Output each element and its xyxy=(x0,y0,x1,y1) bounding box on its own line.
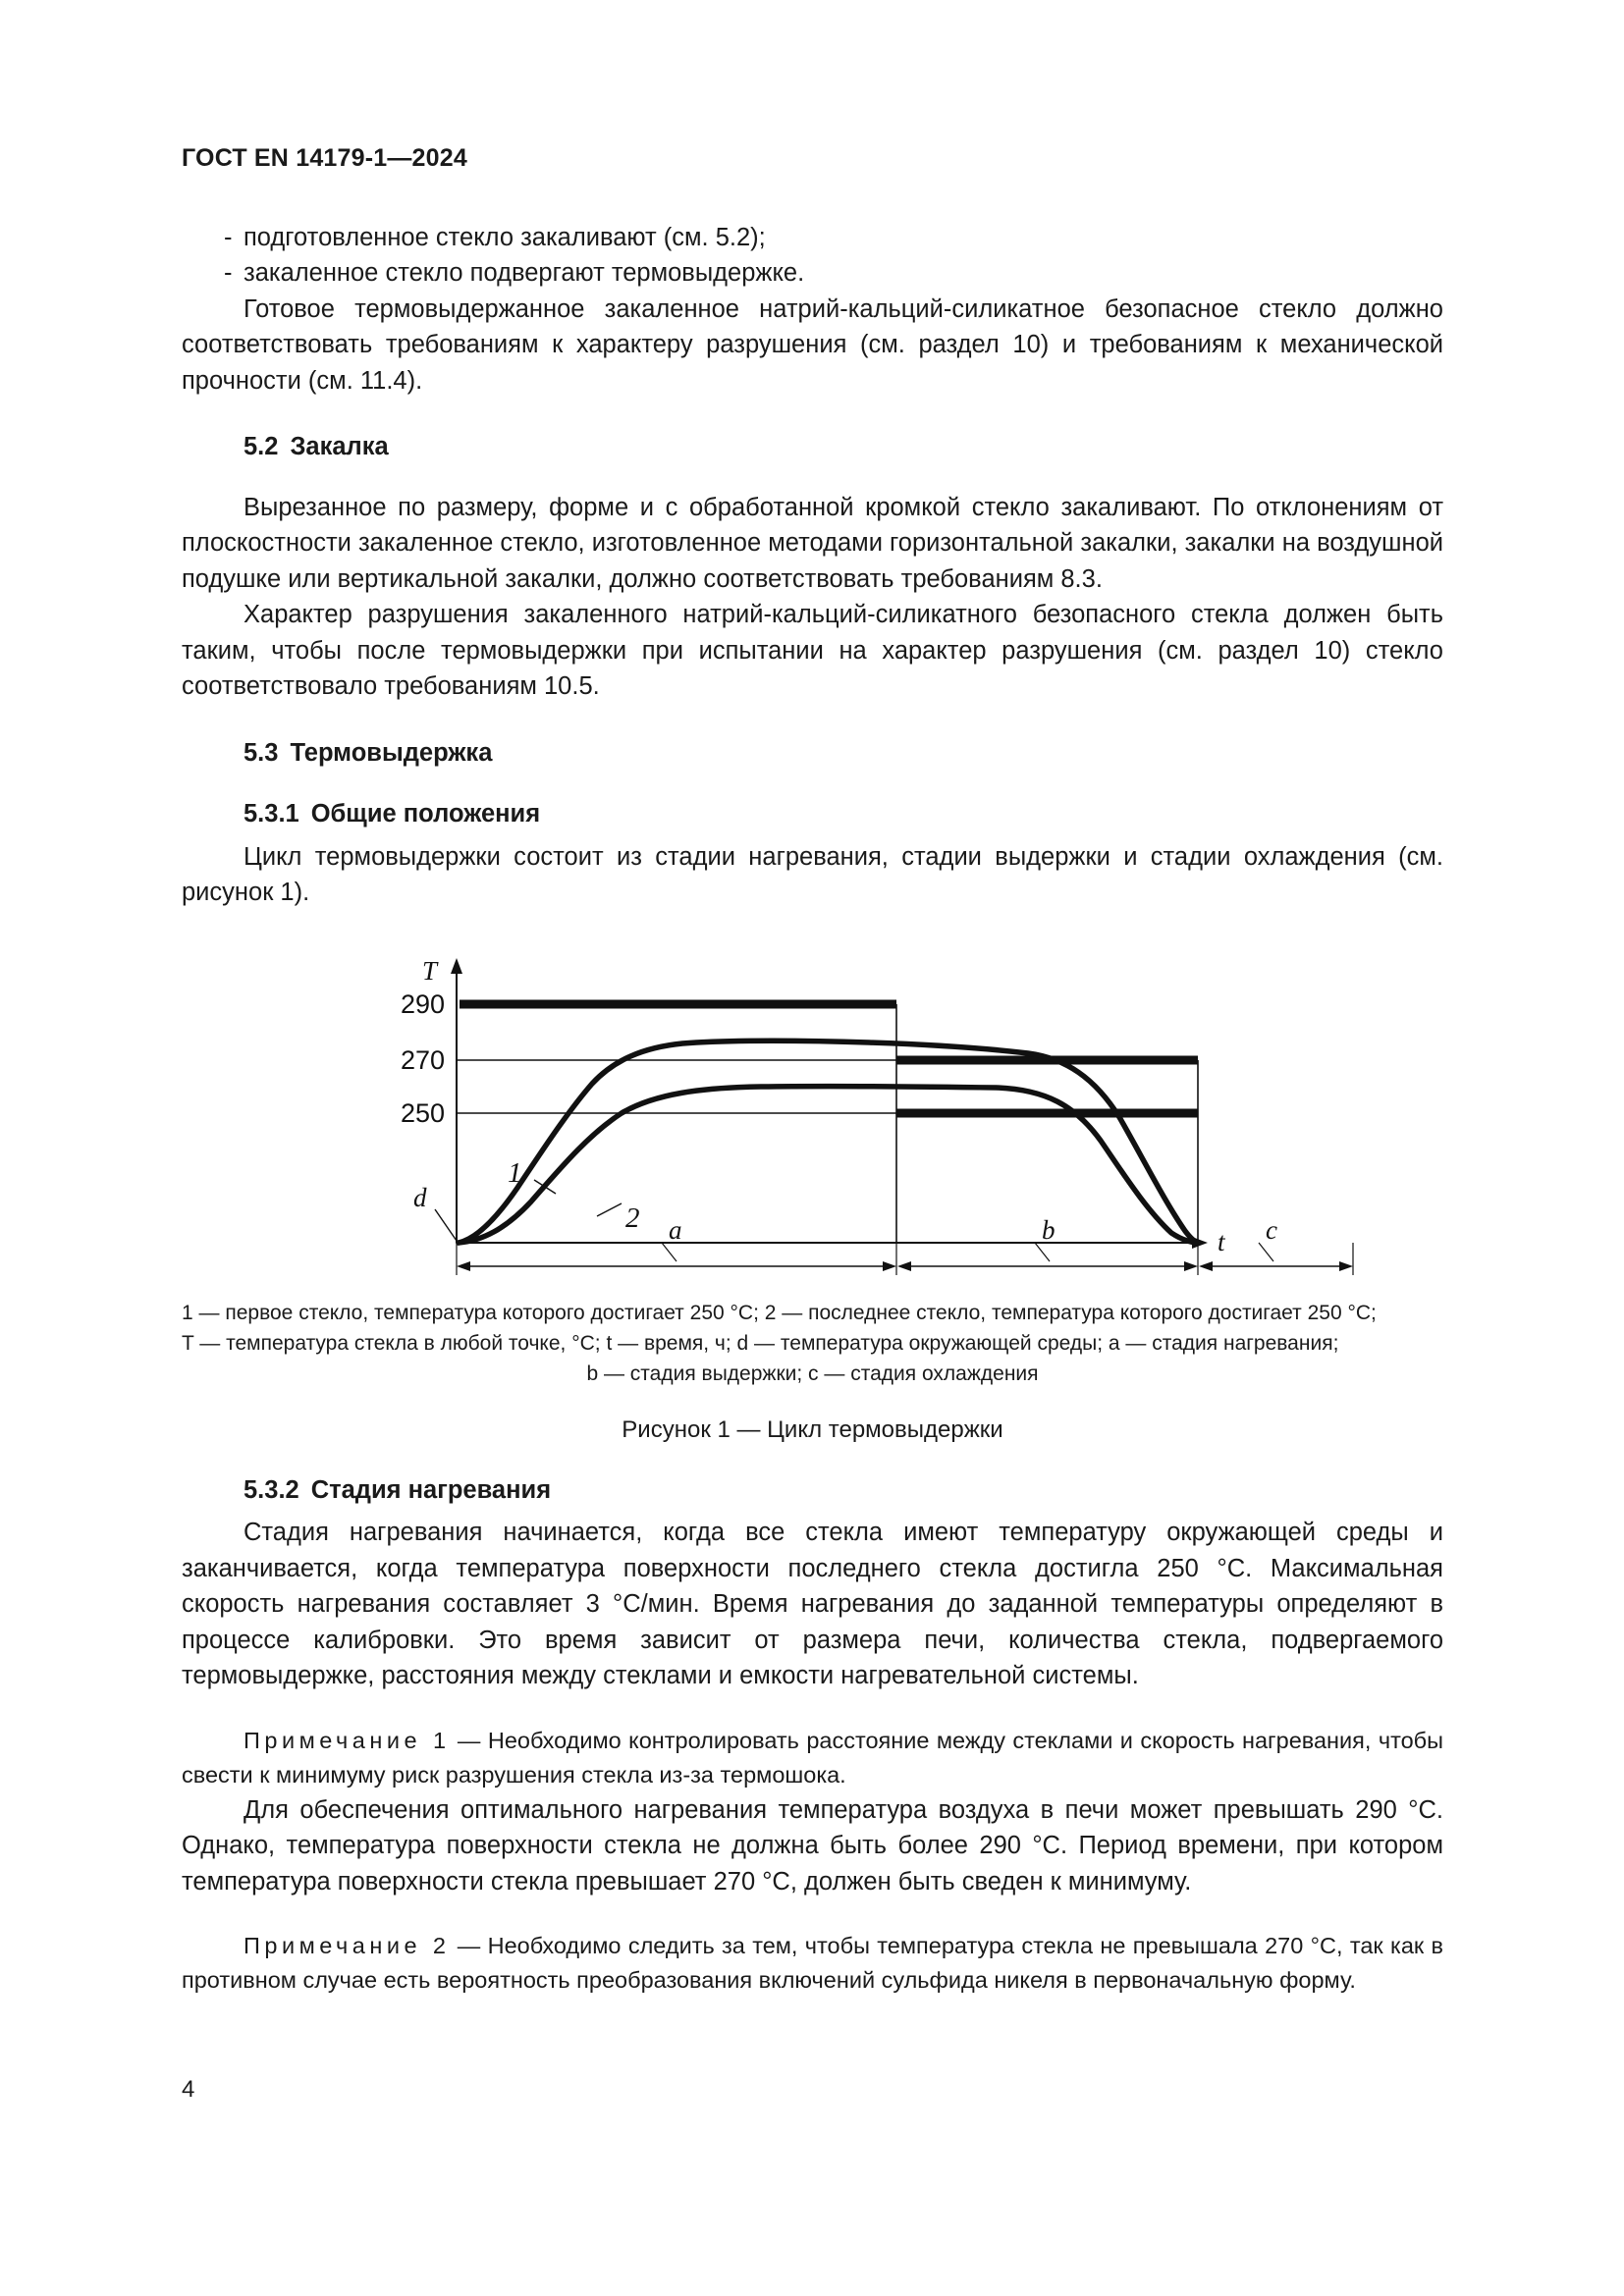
figure-1-legend xyxy=(182,1298,1443,1389)
stage-b-arrow-right xyxy=(1184,1261,1198,1271)
clause-5-2-paragraph-2: Характер разрушения закаленного натрий-кальций-силикатного безопасного стекла должен быть таким, чтобы после термовыдержки при испытании на характер разрушения (см. раздел 10) стекло соответствовало требованиям 10.5. xyxy=(182,601,1443,701)
clause-5-3-1-paragraph: Цикл термовыдержки состоит из стадии нагревания, стадии выдержки и стадии охлаждения (см. рисунок 1). xyxy=(182,842,1443,907)
note-2 xyxy=(182,1929,1443,1998)
figure-legend-line-3: b — стадия выдержки; c — стадия охлаждения xyxy=(586,1362,1039,1385)
clause-title: Стадия нагревания xyxy=(310,1475,552,1504)
note-1 xyxy=(182,1724,1443,1792)
curve-2-label: 2 xyxy=(625,1201,640,1234)
page-content xyxy=(182,0,1443,1998)
intro-block xyxy=(182,220,1443,400)
curve-1-label: 1 xyxy=(508,1156,522,1189)
list-item xyxy=(182,255,1443,292)
ambient-leader xyxy=(435,1209,457,1241)
clause-heading-5-3 xyxy=(182,738,1443,769)
stage-a-leader xyxy=(662,1243,677,1261)
figure-1 xyxy=(182,956,1443,1444)
note-1-label: Примечание 1 xyxy=(244,1727,451,1753)
clause-number: 5.3.2 xyxy=(244,1475,299,1504)
stage-c-leader xyxy=(1259,1243,1273,1261)
list-dash: - xyxy=(224,259,233,287)
y-tick-label-250: 250 xyxy=(400,1097,445,1128)
intro-paragraph: Готовое термовыдержанное закаленное натрий-кальций-силикатное безопасное стекло должно соответствовать требованиям к характеру разрушения (см. раздел 10) и требованиям к механической прочности (см. 11.4). xyxy=(182,294,1443,395)
intro-bullet-list xyxy=(182,220,1443,292)
stage-a-arrow-left xyxy=(457,1261,470,1271)
stage-c-arrow-right xyxy=(1339,1261,1353,1271)
stage-b-label: b xyxy=(1042,1214,1056,1245)
curve-1-first-glass xyxy=(459,1041,1198,1243)
thermal-soak-cycle-chart xyxy=(182,956,1443,1280)
note-1-text: — Необходимо контролировать расстояние между стеклами и скорость нагревания, чтобы свести к минимуму риск разрушения стекла из-за термошока. xyxy=(182,1727,1443,1788)
clause-title: Закалка xyxy=(290,433,389,460)
clause-title: Термовыдержка xyxy=(290,738,493,767)
clause-5-2-paragraph-1: Вырезанное по размеру, форме и с обработанной кромкой стекло закаливают. По отклонениям от плоскостности закаленное стекло, изготовленное методами горизонтальной закалки, закалки на воздушной подушке или вертикальной закалки, должно соответствовать требованиям 8.3. xyxy=(182,493,1443,593)
clause-number: 5.2 xyxy=(244,433,279,460)
clause-5-3-2-paragraph-2: Для обеспечения оптимального нагревания температура воздуха в печи может превышать 290 °С. Однако, температура поверхности стекла не должна быть более 290 °С. Период времени, при котором температура поверхности стекла превышает 270 °С, должен быть сведен к минимуму. xyxy=(182,1795,1443,1896)
page-number: 4 xyxy=(182,2076,195,2103)
x-axis-symbol-t: t xyxy=(1218,1226,1225,1256)
stage-b-leader xyxy=(1035,1243,1050,1261)
y-axis-arrowhead xyxy=(451,958,462,974)
clause-5-3-2-paragraph-1: Стадия нагревания начинается, когда все стекла имеют температуру окружающей среды и заканчивается, когда температура поверхности последнего стекла достигла 250 °С. Максимальная скорость нагревания составляет 3 °С/мин. Время нагревания до заданной температуры определяют в процессе калибровки. Это время зависит от размера печи, количества стекла, подвергаемого термовыдержке, расстояния между стеклами и емкости нагревательной системы. xyxy=(182,1519,1443,1690)
list-dash: - xyxy=(224,223,233,251)
clause-number: 5.3 xyxy=(244,738,279,767)
clause-heading-5-3-2 xyxy=(182,1475,1443,1506)
clause-title: Общие положения xyxy=(310,800,541,828)
figure-1-caption: Рисунок 1 — Цикл термовыдержки xyxy=(622,1415,1003,1443)
y-axis-symbol-T: T xyxy=(422,955,438,986)
curve-2-leader xyxy=(597,1203,622,1216)
stage-c-label: c xyxy=(1266,1214,1277,1245)
clause-heading-5-3-1 xyxy=(182,799,1443,829)
stage-b-arrow-left xyxy=(897,1261,911,1271)
stage-c-arrow-left xyxy=(1199,1261,1213,1271)
clause-number: 5.3.1 xyxy=(244,800,299,828)
note-2-text: — Необходимо следить за тем, чтобы температура стекла не превышала 270 °С, так как в противном случае есть вероятность преобразования включений сульфида никеля в первоначальную форму. xyxy=(182,1933,1443,1994)
stage-a-label: a xyxy=(669,1214,682,1245)
note-2-label: Примечание 2 xyxy=(244,1933,451,1959)
figure-legend-line-2: T — температура стекла в любой точке, °С; t — время, ч; d — температура окружающей среды; a — стадия нагревания; xyxy=(182,1331,1339,1355)
stage-a-arrow-right xyxy=(883,1261,896,1271)
y-tick-label-290: 290 xyxy=(400,988,445,1019)
ambient-label-d: d xyxy=(413,1182,427,1212)
list-item xyxy=(182,220,1443,256)
list-item-text: подготовленное стекло закаливают (см. 5.2); xyxy=(244,223,766,251)
figure-legend-line-1: 1 — первое стекло, температура которого достигает 250 °С; 2 — последнее стекло, температура которого достигает 250 °С; xyxy=(182,1301,1377,1324)
list-item-text: закаленное стекло подвергают термовыдержке. xyxy=(244,259,805,287)
clause-heading-5-2 xyxy=(182,432,1443,462)
running-header: ГОСТ EN 14179-1—2024 xyxy=(182,144,467,172)
figure-1-canvas xyxy=(182,956,1443,1280)
y-tick-label-270: 270 xyxy=(400,1044,445,1075)
